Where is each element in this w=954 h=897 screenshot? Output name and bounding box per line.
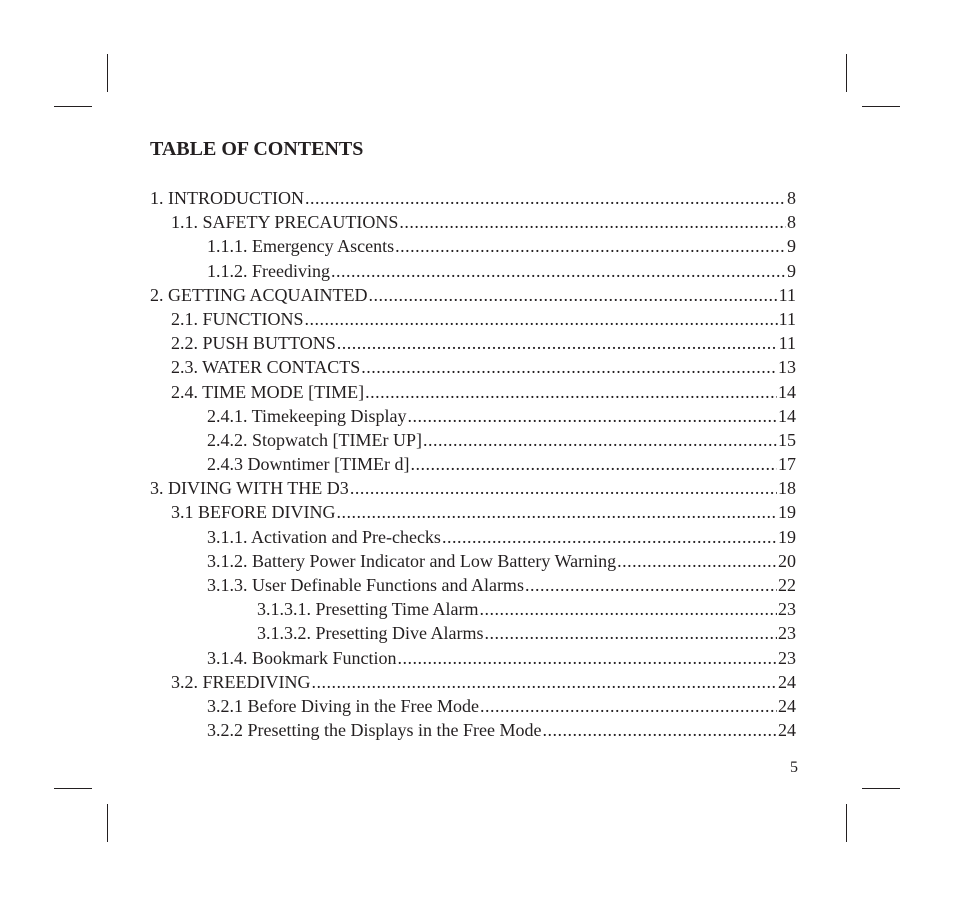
toc-entry[interactable] — [150, 428, 796, 452]
toc-entry-label: 2.4.1. Timekeeping Display — [207, 405, 407, 426]
toc-entry-page: 23 — [778, 623, 796, 644]
toc-entry-label: 1. INTRODUCTION — [150, 188, 304, 208]
toc-entry-label: 2.4. TIME MODE [TIME] — [171, 381, 365, 402]
toc-dot-leader — [305, 307, 778, 331]
toc-dot-leader — [331, 259, 786, 283]
toc-entry[interactable] — [150, 500, 796, 524]
toc-dot-leader — [480, 597, 777, 621]
crop-mark-bottom-left-vertical — [107, 804, 108, 842]
crop-mark-top-right-horizontal — [862, 106, 900, 107]
toc-entry-label: 2.3. WATER CONTACTS — [171, 357, 361, 378]
toc-dot-leader — [337, 331, 778, 355]
toc-entry-page: 15 — [778, 429, 796, 450]
toc-entry[interactable] — [150, 573, 796, 597]
toc-entry[interactable] — [150, 718, 796, 742]
crop-mark-top-left-vertical — [107, 54, 108, 92]
toc-entry-page: 18 — [778, 478, 796, 499]
toc-entry-page: 23 — [778, 599, 796, 620]
toc-dot-leader — [480, 694, 777, 718]
toc-entry-page: 11 — [778, 333, 796, 354]
toc-entry[interactable] — [150, 476, 796, 500]
toc-entry-label: 3.1.1. Activation and Pre-checks — [207, 526, 441, 547]
toc-dot-leader — [617, 549, 777, 573]
toc-entry[interactable] — [150, 549, 796, 573]
toc-dot-leader — [361, 355, 777, 379]
toc-entry-label: 3.2.2 Presetting the Displays in the Free Mode — [207, 720, 542, 741]
toc-entry-label: 3.1 BEFORE DIVING — [171, 502, 336, 523]
toc-entry-page: 14 — [778, 381, 796, 402]
toc-entry-page: 19 — [778, 526, 796, 547]
toc-dot-leader — [398, 646, 778, 670]
toc-dot-leader — [305, 186, 786, 210]
toc-entry-page: 20 — [778, 550, 796, 571]
toc-entry-label: 3.1.4. Bookmark Function — [207, 647, 397, 668]
toc-dot-leader — [442, 525, 777, 549]
crop-mark-top-left-horizontal — [54, 106, 92, 107]
page-number: 5 — [790, 759, 798, 776]
toc-entry-page: 23 — [778, 647, 796, 668]
toc-entry-page: 24 — [778, 720, 796, 741]
toc-entry-label: 3.1.3.2. Presetting Dive Alarms — [257, 623, 484, 644]
toc-entry-page: 24 — [778, 695, 796, 716]
toc-dot-leader — [525, 573, 777, 597]
toc-entry-page: 9 — [787, 260, 796, 281]
toc-entry[interactable] — [150, 259, 796, 283]
toc-entry-page: 9 — [787, 236, 796, 257]
toc-entry-label: 3.1.3.1. Presetting Time Alarm — [257, 599, 479, 620]
toc-entry-label: 1.1.1. Emergency Ascents — [207, 236, 395, 257]
toc-entry[interactable] — [150, 404, 796, 428]
toc-entry[interactable] — [150, 186, 796, 210]
toc-dot-leader — [365, 380, 777, 404]
toc-entry-label: 3. DIVING WITH THE D3 — [150, 478, 349, 499]
toc-dot-leader — [350, 476, 777, 500]
toc-entry-label: 2.2. PUSH BUTTONS — [171, 333, 336, 354]
toc-entry[interactable] — [150, 355, 796, 379]
toc-entry[interactable] — [150, 210, 796, 234]
toc-dot-leader — [484, 621, 777, 645]
toc-entry-page: 11 — [778, 284, 796, 305]
page-title: TABLE OF CONTENTS — [150, 138, 364, 160]
toc-dot-leader — [423, 428, 777, 452]
toc-dot-leader — [410, 452, 777, 476]
toc-entry-page: 13 — [778, 357, 796, 378]
toc-dot-leader — [408, 404, 777, 428]
toc-entry[interactable] — [150, 597, 796, 621]
toc-entry-page: 24 — [778, 671, 796, 692]
crop-mark-bottom-right-horizontal — [862, 788, 900, 789]
crop-mark-bottom-left-horizontal — [54, 788, 92, 789]
toc-entry[interactable] — [150, 331, 796, 355]
toc-entry-label: 1.1.2. Freediving — [207, 260, 330, 281]
toc-entry-page: 14 — [778, 405, 796, 426]
crop-mark-top-right-vertical — [846, 54, 847, 92]
toc-entry-page: 8 — [787, 212, 796, 233]
toc-entry-page: 17 — [778, 454, 796, 475]
toc-dot-leader — [395, 234, 786, 258]
crop-mark-bottom-right-vertical — [846, 804, 847, 842]
toc-entry[interactable] — [150, 283, 796, 307]
toc-entry[interactable] — [150, 307, 796, 331]
toc-entry[interactable] — [150, 694, 796, 718]
toc-entry[interactable] — [150, 670, 796, 694]
toc-dot-leader — [542, 718, 777, 742]
toc-entry[interactable] — [150, 646, 796, 670]
toc-entry-label: 1.1. SAFETY PRECAUTIONS — [171, 212, 399, 233]
toc-entry-page: 22 — [778, 575, 796, 595]
toc-entry[interactable] — [150, 234, 796, 258]
toc-entry-page: 11 — [778, 308, 796, 329]
toc-entry-label: 3.2.1 Before Diving in the Free Mode — [207, 695, 479, 716]
toc-entry-label: 3.2. FREEDIVING — [171, 671, 311, 692]
toc-entry[interactable] — [150, 452, 796, 476]
toc-entry-label: 2.1. FUNCTIONS — [171, 308, 304, 329]
toc-dot-leader — [337, 500, 778, 524]
toc-entry[interactable] — [150, 380, 796, 404]
toc-dot-leader — [368, 283, 777, 307]
toc-dot-leader — [312, 670, 778, 694]
toc-entry-page: 8 — [787, 188, 796, 208]
toc-entry-label: 3.1.2. Battery Power Indicator and Low Battery Warning — [207, 550, 617, 571]
toc-entry-page: 19 — [778, 502, 796, 523]
toc-dot-leader — [399, 210, 786, 234]
toc-entry-label: 3.1.3. User Definable Functions and Alarms — [207, 575, 524, 595]
toc-entry[interactable] — [150, 525, 796, 549]
toc-entry-label: 2.4.3 Downtimer [TIMEr d] — [207, 454, 410, 475]
toc-entry-label: 2.4.2. Stopwatch [TIMEr UP] — [207, 429, 422, 450]
table-of-contents — [150, 186, 796, 742]
toc-entry-label: 2. GETTING ACQUAINTED — [150, 284, 368, 305]
toc-entry[interactable] — [150, 621, 796, 645]
